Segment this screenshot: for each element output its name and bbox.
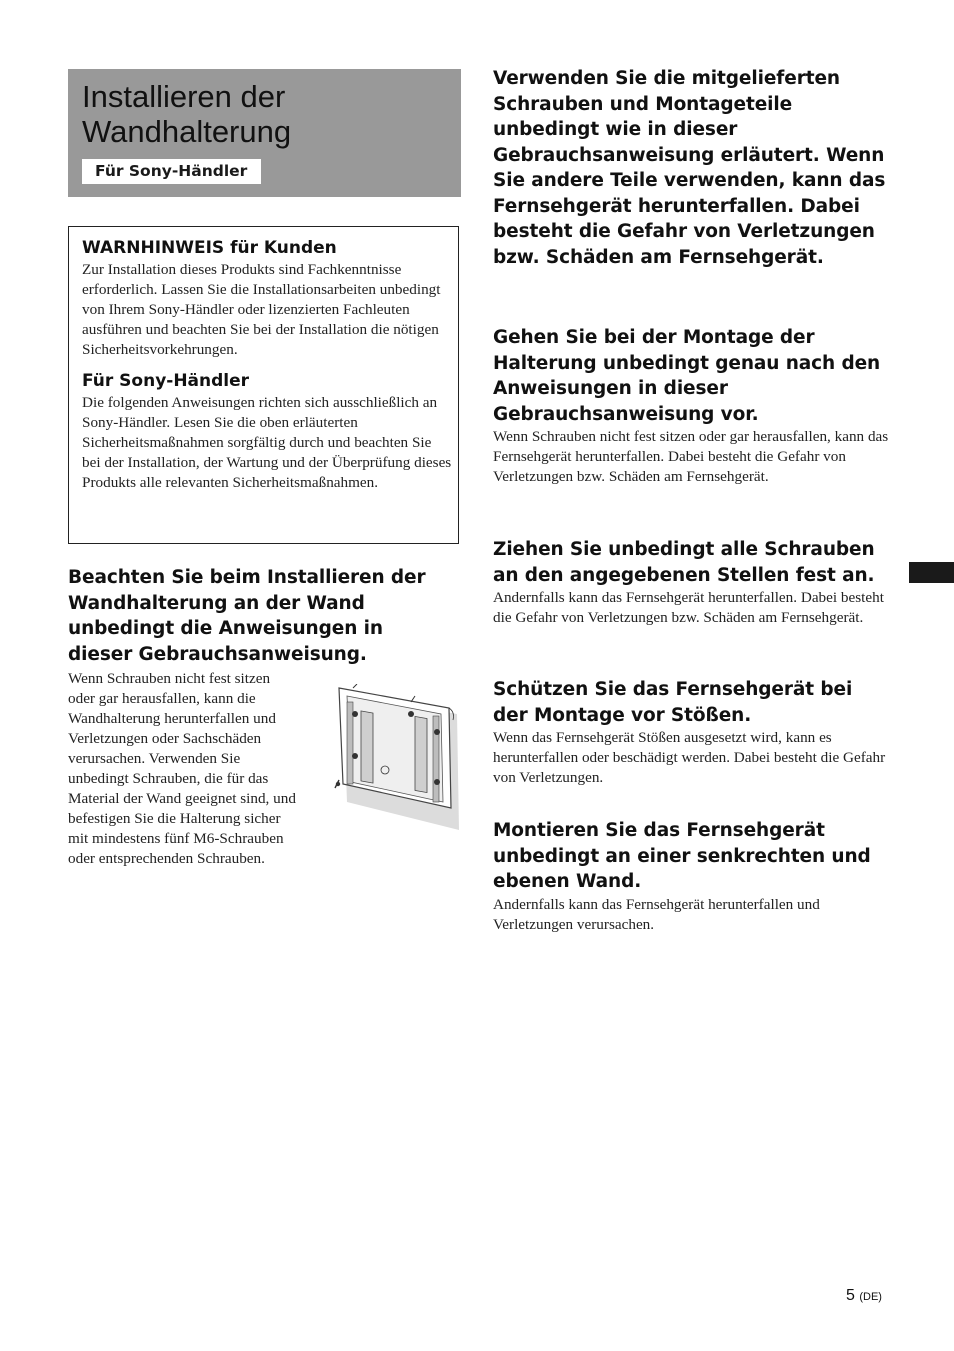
- title-subtitle-badge: Für Sony-Händler: [82, 159, 261, 184]
- left-section-heading: Beachten Sie beim Installieren der Wandhalterung an der Wand unbedingt die Anweisungen in dieser Gebrauchsanweisung.: [68, 567, 426, 665]
- right-section-4-text: Wenn das Fernsehgerät Stößen ausgesetzt wird, kann es herunterfallen oder beschädigt werden. Dabei besteht die Gefahr von Verletzungen.: [493, 729, 886, 786]
- page-number-value: 5: [846, 1287, 855, 1304]
- right-section-5: [493, 818, 893, 935]
- warning-heading-dealers: Für Sony-Händler: [82, 371, 250, 391]
- page-number: [846, 1287, 882, 1305]
- right-section-5-heading: Montieren Sie das Fernsehgerät unbedingt an einer senkrechten und ebenen Wand.: [493, 820, 871, 892]
- warning-box: [68, 226, 459, 544]
- right-section-1: [493, 66, 893, 270]
- right-section-2-heading: Gehen Sie bei der Montage der Halterung unbedingt genau nach den Anweisungen in dieser Gebrauchsanweisung vor.: [493, 327, 881, 425]
- right-section-3: [493, 537, 893, 628]
- right-section-1-heading: Verwenden Sie die mitgelieferten Schrauben und Montageteile unbedingt wie in dieser Gebrauchsanweisung erläutert. Wenn Sie andere Teile verwenden, kann das Fernsehgerät herunterfallen. Dabei besteht die Gefahr von Verletzungen bzw. Schäden am Fernsehgerät.: [493, 68, 886, 268]
- right-section-5-text: Andernfalls kann das Fernsehgerät herunterfallen und Verletzungen verursachen.: [493, 895, 820, 933]
- right-section-2: [493, 325, 893, 487]
- warning-heading-customers: WARNHINWEIS für Kunden: [82, 238, 337, 258]
- warning-text-dealers: Die folgenden Anweisungen richten sich ausschließlich an Sony-Händler. Lesen Sie die oben erläuterten Sicherheitsmaßnahmen sorgfältig durch und beachten Sie bei der Installation, der Wartung und der Überprüfung dieses Produkts alle relevanten Sicherheitsmaßnahmen.: [82, 394, 452, 491]
- right-section-2-text: Wenn Schrauben nicht fest sitzen oder gar herausfallen, kann das Fernsehgerät herunterfallen. Dabei besteht die Gefahr von Verletzungen bzw. Schäden am Fernsehgerät.: [493, 428, 889, 485]
- wall-bracket-illustration: [333, 684, 462, 830]
- page-title: Installieren der Wandhalterung: [82, 79, 292, 149]
- right-section-3-text: Andernfalls kann das Fernsehgerät herunterfallen. Dabei besteht die Gefahr von Verletzungen bzw. Schäden am Fernsehgerät.: [493, 589, 884, 626]
- warning-text-customers: Zur Installation dieses Produkts sind Fachkenntnisse erforderlich. Lassen Sie die Installationsarbeiten unbedingt von Ihrem Sony-Händler oder lizenzierten Fachleuten ausführen und beachten Sie bei der Installation die nötigen Sicherheitsvorkehrungen.: [82, 261, 441, 358]
- right-section-4-heading: Schützen Sie das Fernsehgerät bei der Montage vor Stößen.: [493, 679, 853, 726]
- right-section-3-heading: Ziehen Sie unbedingt alle Schrauben an den angegebenen Stellen fest an.: [493, 539, 875, 586]
- title-box: [68, 69, 461, 197]
- left-section-text: Wenn Schrauben nicht fest sitzen oder gar herausfallen, kann die Wandhalterung herunterfallen und Verletzungen oder Sachschäden verursachen. Verwenden Sie unbedingt Schrauben, die für das Material der Wand geeignet sind, und befestigen Sie die Halterung sicher mit mindestens fünf M6-Schrauben oder entsprechenden Schrauben.: [68, 670, 296, 867]
- right-section-4: [493, 677, 893, 788]
- section-marker-tab: [909, 562, 954, 583]
- page-language: (DE): [859, 1291, 882, 1303]
